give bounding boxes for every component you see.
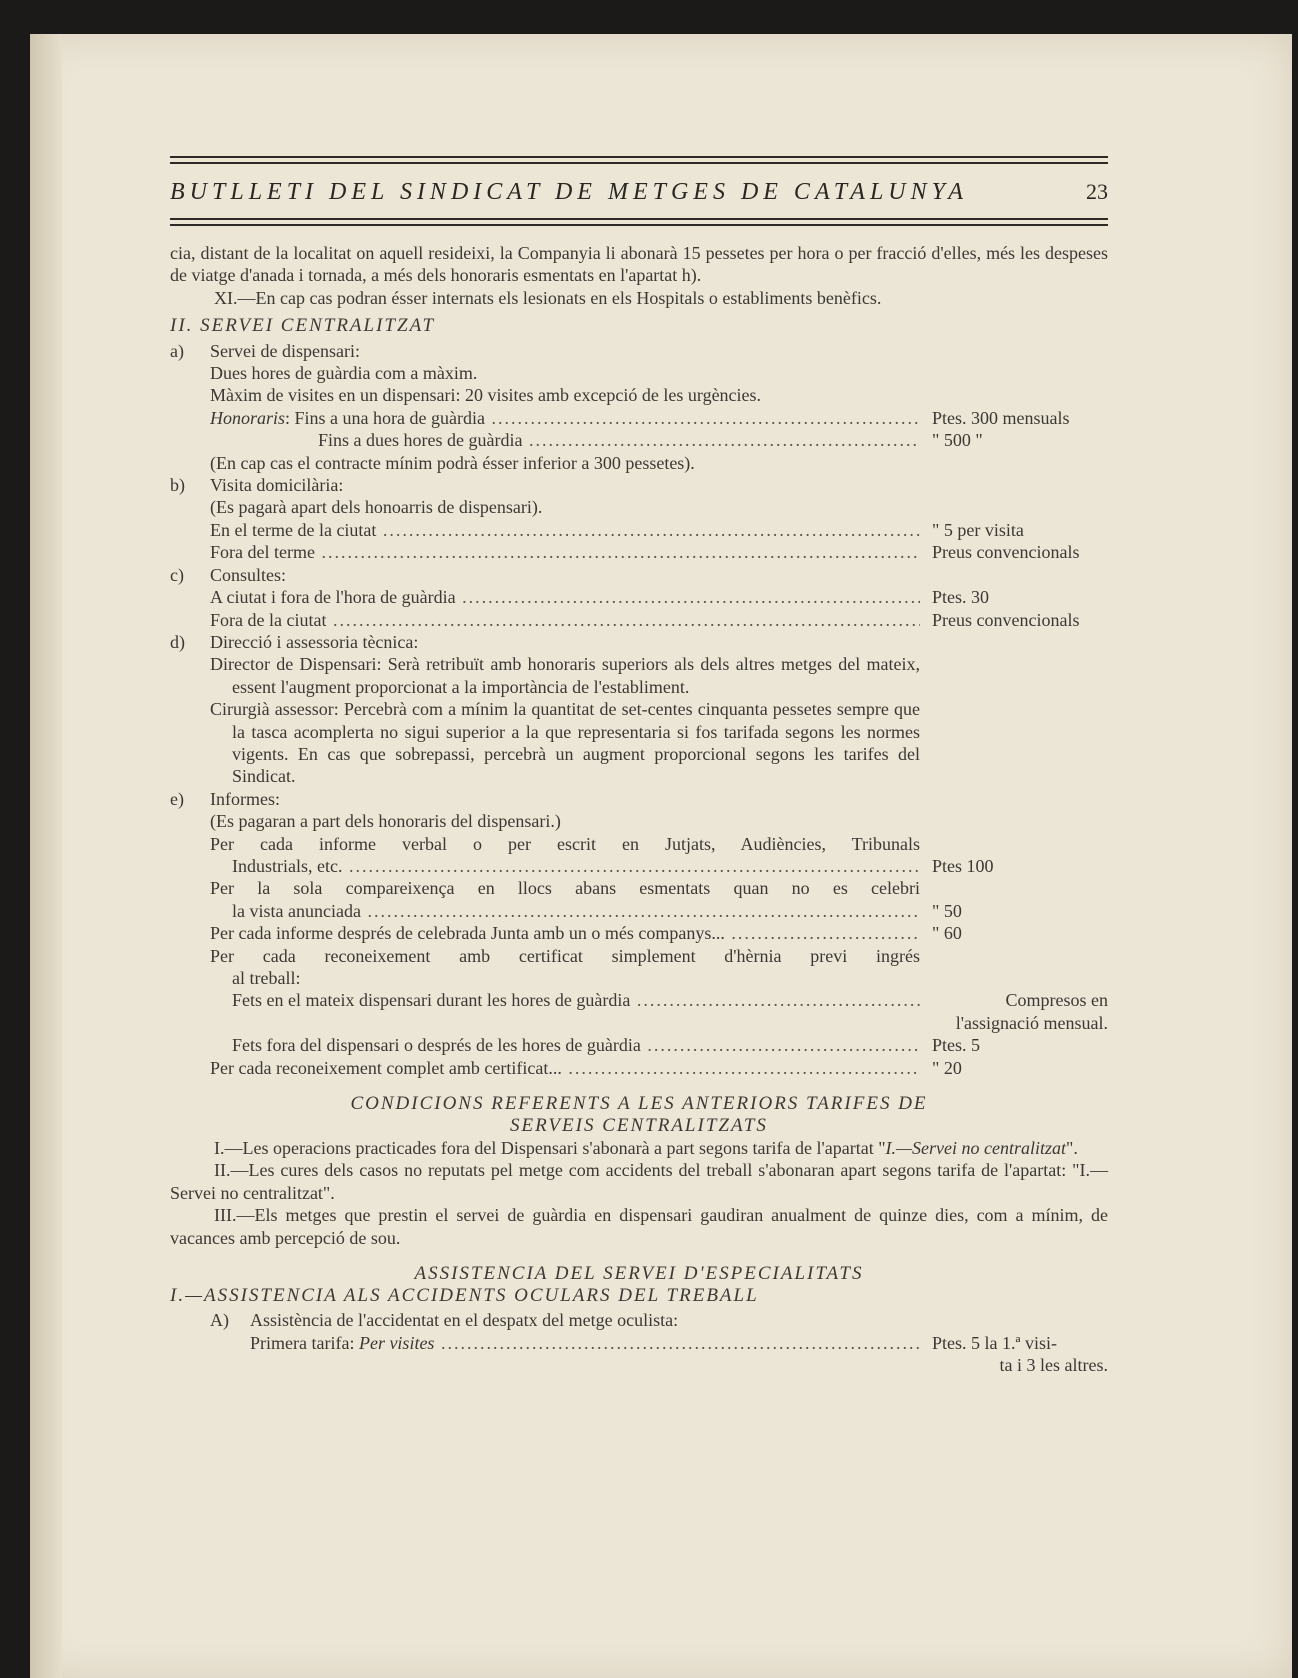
fee-row bbox=[170, 609, 1108, 631]
text-line: al treball: bbox=[232, 968, 301, 988]
fee-value: " 50 bbox=[932, 900, 962, 921]
item-e bbox=[170, 788, 1108, 810]
fee-row bbox=[170, 1332, 1108, 1354]
fee-value: Ptes 100 bbox=[932, 855, 994, 876]
fee-label: Fora del terme ..... bbox=[210, 541, 920, 563]
heading-line: SERVEIS CENTRALITZATS bbox=[510, 1115, 768, 1137]
item-title: Assistència de l'accidentat en el despatx del metge oculista: bbox=[250, 1310, 679, 1331]
fee-value: " 500 " bbox=[932, 430, 983, 451]
running-header bbox=[170, 170, 1108, 214]
page-number: 23 bbox=[1086, 179, 1108, 204]
item-letter: c) bbox=[170, 564, 184, 585]
item-letter: b) bbox=[170, 475, 185, 496]
fee-value: Preus convencionals bbox=[932, 609, 1080, 630]
rule bbox=[170, 224, 1108, 226]
item-a bbox=[170, 340, 1108, 362]
section-heading: II. SERVEI CENTRALITZAT bbox=[170, 315, 436, 337]
rule bbox=[170, 162, 1108, 164]
fee-value: Compresos en l'assignació mensual. bbox=[955, 990, 1108, 1033]
fee-label: Fets fora del dispensari o després de les hores de guàrdia ..... bbox=[232, 1034, 920, 1056]
fee-label: Primera tarifa: Per visites ..... bbox=[250, 1332, 920, 1354]
text-line: (En cap cas el contracte mínim podrà ésser inferior a 300 pessetes). bbox=[210, 452, 695, 473]
rule bbox=[170, 156, 1108, 158]
paragraph: cia, distant de la localitat on aquell resideixi, la Companyia li abonarà 15 pessetes per hora o per fracció d'elles, més les despeses de viatge d'anada i tornada, a més dels honoraris esmentats en l'apartat h). bbox=[170, 243, 1108, 286]
fee-label: A ciutat i fora de l'hora de guàrdia ..... bbox=[210, 586, 920, 608]
article-body bbox=[170, 242, 1108, 1377]
fee-row bbox=[170, 519, 1108, 541]
section-heading bbox=[170, 1093, 1108, 1137]
journal-title: BUTLLETI DEL SINDICAT DE METGES DE CATALUNYA bbox=[170, 178, 968, 205]
item-title: Informes: bbox=[210, 788, 280, 809]
item-title: Visita domicilària: bbox=[210, 475, 344, 496]
text-line: (Es pagarà apart dels honoarris de dispensari). bbox=[210, 497, 543, 518]
fee-label: Fets en el mateix dispensari durant les hores de guàrdia ..... bbox=[232, 989, 920, 1011]
paragraph: III.—Els metges que prestin el servei de guàrdia en dispensari gaudiran anualment de quinze dies, com a mínim, de vacances amb percepció de sou. bbox=[170, 1205, 1108, 1248]
item-A bbox=[170, 1309, 1108, 1331]
fee-label: Industrials, etc. ..... bbox=[232, 855, 920, 877]
header-rules bbox=[136, 118, 1108, 205]
fee-label: Fora de la ciutat ..... bbox=[210, 609, 920, 631]
binding-gutter bbox=[30, 34, 62, 1678]
paragraph: Director de Dispensari: Serà retribuït amb honoraris superiors als dels altres metges del mateix, essent l'augment proporcionat a la importància de l'establiment. bbox=[210, 654, 920, 697]
text-line: Per cada informe verbal o per escrit en Jutjats, Audiències, Tribunals bbox=[210, 833, 920, 854]
paragraph: Cirurgià assessor: Percebrà com a mínim la quantitat de set-centes cinquanta pessetes sempre que la tasca acomplerta no sigui superior a la que representaria si fos tarifada segons les normes vigents. En cas que sobrepassi, percebrà un augment proporcional segons les tarifes del Sindicat. bbox=[210, 699, 920, 787]
text-line: (Es pagaran a part dels honoraris del dispensari.) bbox=[210, 811, 561, 832]
item-title: Direcció i assessoria tècnica: bbox=[210, 631, 419, 652]
fee-row bbox=[170, 407, 1108, 429]
fee-row bbox=[170, 855, 1108, 877]
item-letter: A) bbox=[210, 1310, 229, 1331]
fee-value: Ptes. 30 bbox=[932, 587, 990, 608]
item-letter: e) bbox=[170, 788, 184, 809]
fee-row bbox=[170, 989, 1108, 1034]
fee-label: Per cada reconeixement complet amb certificat... ..... bbox=[210, 1057, 920, 1079]
fee-row bbox=[170, 586, 1108, 608]
fee-value: Ptes. 300 mensuals bbox=[932, 407, 1070, 428]
fee-label: Per cada informe després de celebrada Junta amb un o més companys... ..... bbox=[210, 922, 920, 944]
fee-row bbox=[170, 429, 1108, 451]
text-line: Dues hores de guàrdia com a màxim. bbox=[210, 363, 478, 384]
fee-value: Ptes. 5 bbox=[932, 1035, 981, 1056]
paragraph: II.—Les cures dels casos no reputats pel metge com accidents del treball s'abonaran apart segons tarifa de l'apartat: "I.—Servei no centralitzat". bbox=[170, 1160, 1108, 1203]
page-content bbox=[136, 118, 1108, 1376]
fee-value: " 20 bbox=[932, 1057, 962, 1078]
page bbox=[30, 34, 1292, 1678]
fee-label: la vista anunciada ..... bbox=[232, 900, 920, 922]
item-b bbox=[170, 474, 1108, 496]
fee-row bbox=[170, 1057, 1108, 1079]
fee-value: Ptes. 5 la 1.ª visi- bbox=[932, 1332, 1057, 1353]
item-letter: a) bbox=[170, 340, 184, 361]
item-letter: d) bbox=[170, 631, 185, 652]
heading-line: CONDICIONS REFERENTS A LES ANTERIORS TARIFES DE bbox=[350, 1093, 928, 1115]
section-heading: ASSISTENCIA DEL SERVEI D'ESPECIALITATS bbox=[414, 1263, 864, 1285]
item-d bbox=[170, 631, 1108, 653]
fee-value: " 60 bbox=[932, 923, 962, 944]
fee-value: Preus convencionals bbox=[932, 542, 1080, 563]
paragraph: I.—Les operacions practicades fora del Dispensari s'abonarà a part segons tarifa de l'apartat "I.—Servei no centralitzat". bbox=[214, 1138, 1078, 1159]
text-line: Per cada reconeixement amb certificat simplement d'hèrnia previ ingrés bbox=[210, 945, 920, 966]
fee-row bbox=[170, 922, 1108, 944]
fee-value-continued: ta i 3 les altres. bbox=[999, 1355, 1108, 1376]
fee-value: " 5 per visita bbox=[932, 519, 1024, 540]
subsection-heading: I.—ASSISTENCIA ALS ACCIDENTS OCULARS DEL TREBALL bbox=[170, 1285, 759, 1307]
fee-row bbox=[170, 541, 1108, 563]
rule bbox=[170, 218, 1108, 220]
fee-label: En el terme de la ciutat ..... bbox=[210, 519, 920, 541]
text-line: Per la sola compareixença en llocs abans esmentats quan no es celebri bbox=[210, 878, 920, 899]
fee-label: Fins a dues hores de guàrdia ..... bbox=[318, 429, 920, 451]
item-title: Servei de dispensari: bbox=[210, 340, 360, 361]
item-c bbox=[170, 564, 1108, 586]
fee-row bbox=[170, 900, 1108, 922]
fee-row bbox=[170, 1034, 1108, 1056]
text-line: Màxim de visites en un dispensari: 20 visites amb excepció de les urgències. bbox=[210, 385, 762, 406]
fee-label: Honoraris: Fins a una hora de guàrdia ..... bbox=[210, 407, 920, 429]
paragraph: XI.—En cap cas podran ésser internats els lesionats en els Hospitals o establiments benèfics. bbox=[214, 287, 882, 308]
item-title: Consultes: bbox=[210, 564, 287, 585]
